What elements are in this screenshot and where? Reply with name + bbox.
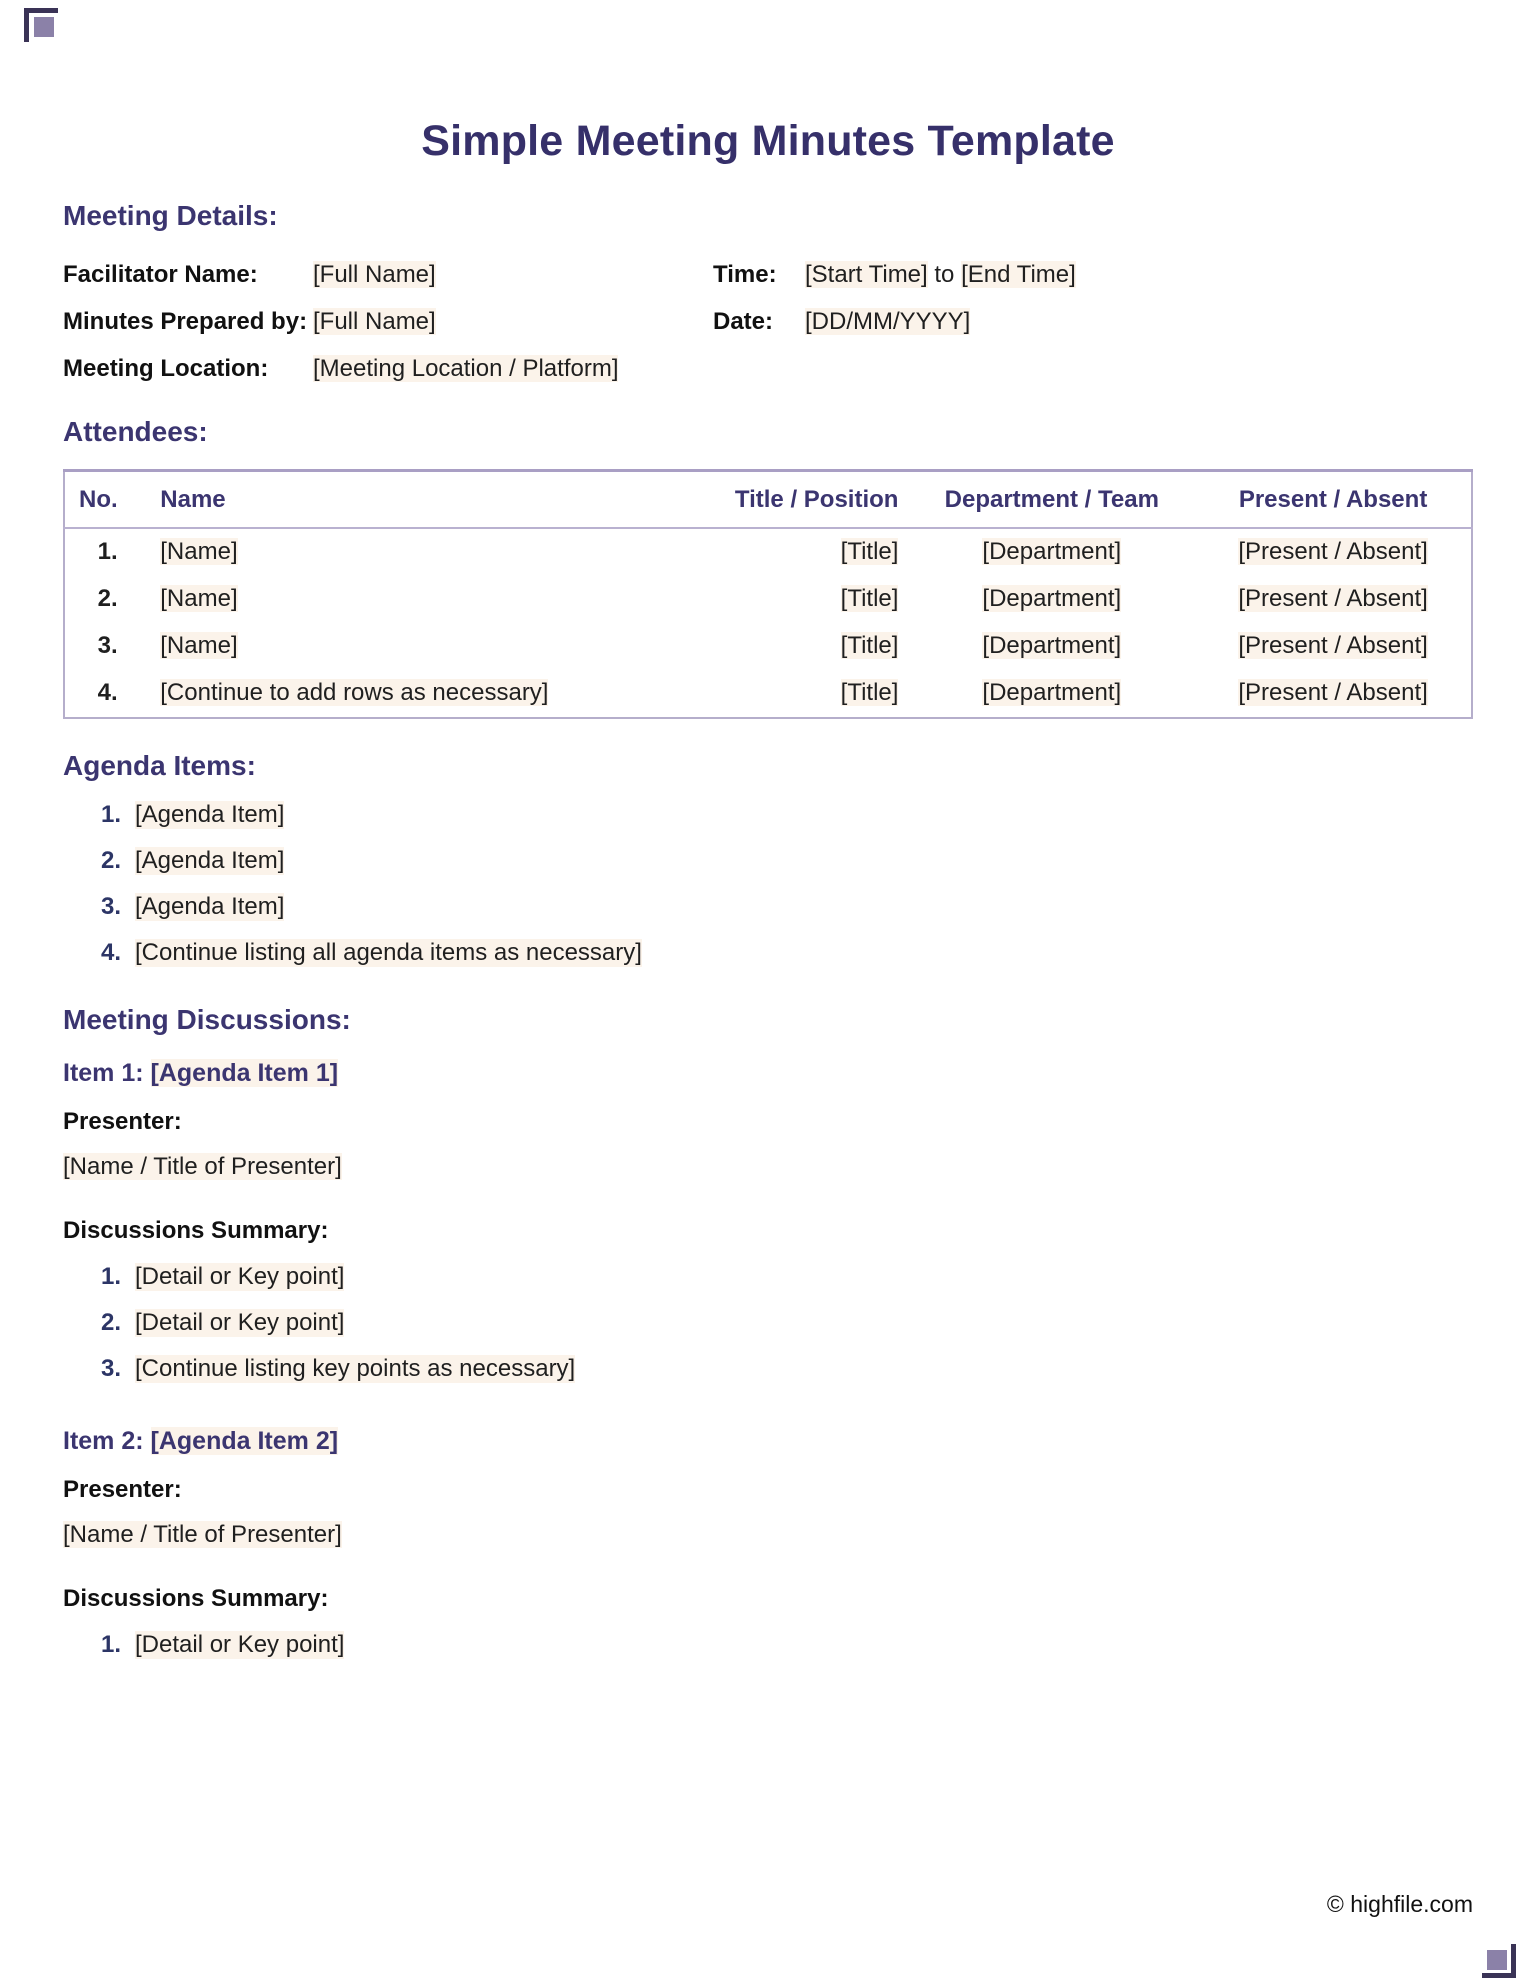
attendee-presence[interactable]: [Present / Absent] xyxy=(1238,632,1428,660)
agenda-item-number: 1. xyxy=(100,801,121,829)
meeting-location-value[interactable]: [Meeting Location / Platform] xyxy=(313,354,619,382)
date-value[interactable]: [DD/MM/YYYY] xyxy=(805,307,971,335)
time-separator: to xyxy=(927,260,962,288)
summary-point-number: 1. xyxy=(100,1262,121,1290)
detail-row-location xyxy=(63,355,1473,383)
facilitator-name-label: Facilitator Name: xyxy=(63,260,258,288)
detail-row-facilitator-time xyxy=(63,261,1473,289)
attendee-department[interactable]: [Department] xyxy=(982,585,1122,613)
discussion-item-2-placeholder[interactable]: [Agenda Item 2] xyxy=(150,1426,339,1455)
summary-point-text[interactable]: [Detail or Key point] xyxy=(135,1308,345,1336)
discussion-item-2-presenter-value[interactable]: [Name / Title of Presenter] xyxy=(63,1520,342,1548)
attendee-title[interactable]: [Title] xyxy=(840,585,899,613)
table-row xyxy=(64,576,1472,623)
discussion-item-2-presenter-label: Presenter: xyxy=(63,1475,182,1503)
column-header-title: Title / Position xyxy=(662,471,909,529)
corner-square-icon xyxy=(34,17,54,37)
minutes-prepared-by-value[interactable]: [Full Name] xyxy=(313,307,436,335)
table-row xyxy=(64,670,1472,718)
date-label: Date: xyxy=(713,307,774,335)
attendee-name[interactable]: [Name] xyxy=(160,585,238,613)
table-header-row xyxy=(64,471,1472,529)
attendee-department[interactable]: [Department] xyxy=(982,679,1122,707)
agenda-item-text[interactable]: [Continue listing all agenda items as necessary] xyxy=(135,939,642,967)
discussion-item-1-placeholder[interactable]: [Agenda Item 1] xyxy=(150,1058,339,1087)
page-title: Simple Meeting Minutes Template xyxy=(421,117,1115,165)
list-item xyxy=(63,847,1473,875)
discussion-item-2-heading xyxy=(63,1427,1473,1456)
discussion-item-2-prefix: Item 2: xyxy=(63,1426,151,1455)
attendee-name[interactable]: [Name] xyxy=(160,632,238,660)
discussion-item-1-presenter-value[interactable]: [Name / Title of Presenter] xyxy=(63,1152,342,1180)
page-corner-mark-bottom-right xyxy=(1482,1944,1516,1978)
column-header-name: Name xyxy=(150,471,661,529)
summary-point-number: 3. xyxy=(100,1354,121,1382)
attendees-table xyxy=(63,469,1473,719)
agenda-item-text[interactable]: [Agenda Item] xyxy=(135,801,285,829)
facilitator-name-value[interactable]: [Full Name] xyxy=(313,260,436,288)
list-item xyxy=(63,893,1473,921)
corner-square-icon xyxy=(1487,1950,1507,1970)
list-item xyxy=(63,1263,1473,1291)
meeting-location-label: Meeting Location: xyxy=(63,354,269,382)
time-label: Time: xyxy=(713,260,777,288)
attendee-name[interactable]: [Name] xyxy=(160,538,238,566)
table-row xyxy=(64,623,1472,670)
attendee-department[interactable]: [Department] xyxy=(982,538,1122,566)
attendee-name[interactable]: [Continue to add rows as necessary] xyxy=(160,679,549,707)
meeting-discussions-heading: Meeting Discussions: xyxy=(63,1004,351,1036)
footer-credit: © highfile.com xyxy=(1326,1891,1473,1917)
discussion-item-2-summary-label: Discussions Summary: xyxy=(63,1584,329,1612)
attendee-presence[interactable]: [Present / Absent] xyxy=(1238,538,1428,566)
column-header-department: Department / Team xyxy=(908,471,1195,529)
agenda-item-text[interactable]: [Agenda Item] xyxy=(135,893,285,921)
attendee-number: 3. xyxy=(97,632,118,660)
attendees-table-body xyxy=(64,528,1472,718)
attendee-number: 4. xyxy=(97,679,118,707)
attendee-title[interactable]: [Title] xyxy=(840,538,899,566)
detail-row-prepared-date xyxy=(63,308,1473,336)
discussion-item-1-summary-label: Discussions Summary: xyxy=(63,1216,329,1244)
discussion-item-1-summary-list xyxy=(63,1263,1473,1383)
minutes-prepared-by-label: Minutes Prepared by: xyxy=(63,307,308,335)
attendee-number: 1. xyxy=(97,538,118,566)
discussion-item-2-presenter-row xyxy=(63,1521,1473,1549)
list-item xyxy=(63,1355,1473,1383)
attendees-table-header xyxy=(64,471,1472,529)
attendees-heading: Attendees: xyxy=(63,415,208,447)
meeting-details-grid xyxy=(63,261,1473,383)
agenda-item-text[interactable]: [Agenda Item] xyxy=(135,847,285,875)
agenda-items-list xyxy=(63,801,1473,967)
time-start-value[interactable]: [Start Time] xyxy=(805,260,928,288)
column-header-no: No. xyxy=(64,471,150,529)
agenda-item-number: 4. xyxy=(100,939,121,967)
column-header-presence: Present / Absent xyxy=(1195,471,1472,529)
attendee-title[interactable]: [Title] xyxy=(840,632,899,660)
list-item xyxy=(63,939,1473,967)
meeting-details-heading: Meeting Details: xyxy=(63,200,278,232)
discussion-item-1-prefix: Item 1: xyxy=(63,1058,151,1087)
summary-point-number: 2. xyxy=(100,1308,121,1336)
attendee-department[interactable]: [Department] xyxy=(982,632,1122,660)
meeting-details-section xyxy=(63,199,1473,383)
discussion-item-1-presenter-row xyxy=(63,1153,1473,1181)
summary-point-text[interactable]: [Detail or Key point] xyxy=(135,1262,345,1290)
attendee-presence[interactable]: [Present / Absent] xyxy=(1238,679,1428,707)
list-item xyxy=(63,1309,1473,1337)
table-row xyxy=(64,528,1472,576)
agenda-items-heading: Agenda Items: xyxy=(63,750,256,782)
list-item xyxy=(63,801,1473,829)
summary-point-text[interactable]: [Continue listing key points as necessary] xyxy=(135,1354,576,1382)
summary-point-text[interactable]: [Detail or Key point] xyxy=(135,1630,345,1658)
list-item xyxy=(63,1631,1473,1659)
summary-point-number: 1. xyxy=(100,1630,121,1658)
discussion-item-1-presenter-label: Presenter: xyxy=(63,1107,182,1135)
discussion-item-1-heading xyxy=(63,1059,1473,1088)
attendee-title[interactable]: [Title] xyxy=(840,679,899,707)
document-content xyxy=(63,0,1473,1659)
agenda-item-number: 3. xyxy=(100,893,121,921)
corner-bar-horizontal xyxy=(24,8,58,13)
page-corner-mark-top-left xyxy=(24,8,58,42)
attendee-number: 2. xyxy=(97,585,118,613)
agenda-item-number: 2. xyxy=(100,847,121,875)
corner-bar-vertical xyxy=(1511,1944,1516,1978)
discussion-item-2-summary-list xyxy=(63,1631,1473,1659)
corner-bar-vertical xyxy=(24,8,29,42)
attendee-presence[interactable]: [Present / Absent] xyxy=(1238,585,1428,613)
time-end-value[interactable]: [End Time] xyxy=(961,260,1076,288)
